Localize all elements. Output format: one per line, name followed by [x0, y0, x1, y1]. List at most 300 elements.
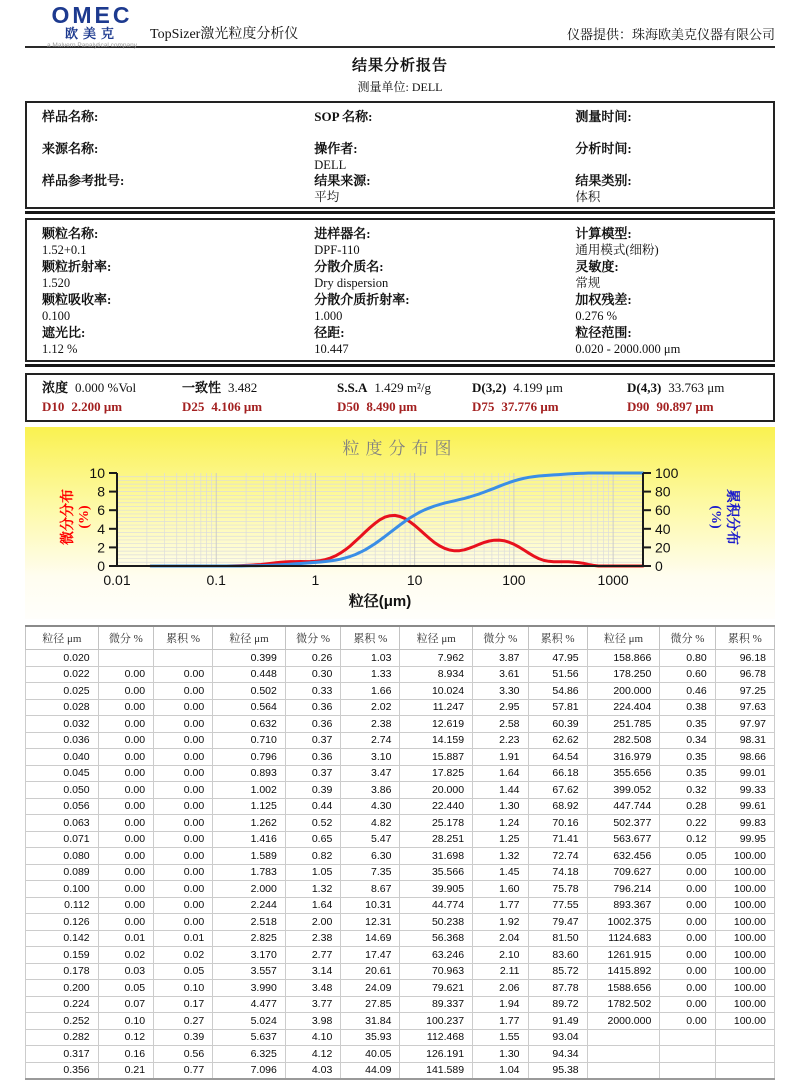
differential-cell: 0.12: [660, 831, 715, 848]
differential-cell: 2.95: [473, 699, 528, 716]
svg-text:100: 100: [655, 465, 679, 481]
instrument-name: TopSizer激光粒度分析仪: [150, 27, 299, 42]
size-cell: 709.627: [587, 864, 660, 881]
cumulative-cell: 99.83: [715, 815, 774, 832]
differential-cell: 0.35: [660, 716, 715, 733]
cumulative-cell: 4.82: [341, 815, 400, 832]
cumulative-cell: 67.62: [528, 782, 587, 799]
brand-tagline: a Malvern Panalytical company: [47, 42, 137, 50]
table-row: [26, 716, 775, 733]
sample-field-1: [299, 108, 560, 140]
size-cell: [587, 1046, 660, 1063]
size-cell: 0.126: [26, 914, 99, 931]
size-cell: 0.100: [26, 881, 99, 898]
differential-cell: 0.22: [660, 815, 715, 832]
sample-field-7: [299, 172, 560, 204]
size-cell: 200.000: [587, 683, 660, 700]
measurement-unit: [25, 78, 775, 95]
differential-cell: 0.34: [660, 732, 715, 749]
field-value: [42, 190, 295, 204]
field-value: 1.000: [314, 309, 343, 323]
size-cell: 0.056: [26, 798, 99, 815]
sample-field-5: [560, 140, 773, 172]
cumulative-cell: 0.10: [154, 980, 213, 997]
cumulative-cell: 1.66: [341, 683, 400, 700]
differential-cell: 0.16: [98, 1046, 153, 1063]
field-label: 遮光比:: [42, 325, 86, 340]
cumulative-cell: 20.61: [341, 963, 400, 980]
cumulative-cell: 0.27: [154, 1013, 213, 1030]
cumulative-cell: 0.00: [154, 765, 213, 782]
size-cell: 0.142: [26, 930, 99, 947]
differential-cell: 3.30: [473, 683, 528, 700]
field-label: 分析时间:: [575, 141, 632, 156]
stat-value: 3.482: [228, 380, 258, 395]
cumulative-cell: 57.81: [528, 699, 587, 716]
svg-text:40: 40: [655, 520, 671, 537]
sample-field-4: [299, 140, 560, 172]
cumulative-cell: 31.84: [341, 1013, 400, 1030]
cumulative-cell: 40.05: [341, 1046, 400, 1063]
cumulative-cell: 0.00: [154, 683, 213, 700]
differential-cell: 0.21: [98, 1062, 153, 1079]
cumulative-cell: 98.66: [715, 749, 774, 766]
stat-label: D90: [627, 399, 650, 414]
size-cell: 8.934: [400, 666, 473, 683]
cumulative-cell: 0.00: [154, 716, 213, 733]
cumulative-cell: 94.34: [528, 1046, 587, 1063]
differential-cell: 3.77: [285, 996, 340, 1013]
cumulative-cell: 77.55: [528, 897, 587, 914]
cumulative-cell: 0.00: [154, 897, 213, 914]
sample-field-8: [560, 172, 773, 204]
stat-value: 90.897 μm: [656, 399, 714, 414]
field-value: [42, 158, 295, 172]
table-row: [26, 683, 775, 700]
cumulative-cell: 54.86: [528, 683, 587, 700]
differential-cell: 2.38: [285, 930, 340, 947]
differential-cell: 0.00: [98, 683, 153, 700]
cumulative-cell: 100.00: [715, 980, 774, 997]
brand-name: OMEC: [51, 2, 133, 28]
size-cell: 1.125: [213, 798, 286, 815]
size-cell: 502.377: [587, 815, 660, 832]
table-row: [26, 963, 775, 980]
size-cell: 79.621: [400, 980, 473, 997]
measurement-field-11: [560, 324, 773, 357]
differential-cell: 2.58: [473, 716, 528, 733]
measurement-field-5: [560, 258, 773, 291]
differential-cell: 0.05: [660, 848, 715, 865]
stat-label: D(3,2): [472, 380, 507, 395]
cumulative-cell: 100.00: [715, 848, 774, 865]
size-cell: 1588.656: [587, 980, 660, 997]
differential-cell: 0.00: [98, 815, 153, 832]
size-cell: 11.247: [400, 699, 473, 716]
size-cell: 5.637: [213, 1029, 286, 1046]
differential-cell: [660, 1029, 715, 1046]
differential-cell: 0.03: [98, 963, 153, 980]
table-row: [26, 699, 775, 716]
differential-cell: 0.39: [285, 782, 340, 799]
cumulative-cell: 0.02: [154, 947, 213, 964]
table-row: [26, 798, 775, 815]
measurement-field-7: [299, 291, 560, 324]
size-cell: 70.963: [400, 963, 473, 980]
differential-cell: 1.24: [473, 815, 528, 832]
cumulative-cell: 1.33: [341, 666, 400, 683]
stat-label: D(4,3): [627, 380, 662, 395]
measurement-field-10: [299, 324, 560, 357]
size-cell: 1124.683: [587, 930, 660, 947]
differential-cell: 0.00: [98, 732, 153, 749]
size-cell: 3.990: [213, 980, 286, 997]
cumulative-cell: [715, 1046, 774, 1063]
cumulative-cell: 100.00: [715, 947, 774, 964]
size-cell: 0.893: [213, 765, 286, 782]
cumulative-cell: 81.50: [528, 930, 587, 947]
size-cell: 1.416: [213, 831, 286, 848]
measurement-field-8: [560, 291, 773, 324]
differential-cell: 2.23: [473, 732, 528, 749]
differential-cell: 0.38: [660, 699, 715, 716]
size-cell: 224.404: [587, 699, 660, 716]
percentile-item-4: [627, 397, 773, 416]
cumulative-cell: 60.39: [528, 716, 587, 733]
size-cell: 89.337: [400, 996, 473, 1013]
differential-cell: 0.07: [98, 996, 153, 1013]
stat-value: 0.000 %Vol: [75, 380, 137, 395]
size-cell: 15.887: [400, 749, 473, 766]
report-header: [25, 0, 775, 48]
right-axis-label: [707, 477, 739, 557]
cumulative-cell: 96.18: [715, 650, 774, 667]
stat-value: 8.490 μm: [366, 399, 418, 414]
table-row: [26, 996, 775, 1013]
differential-cell: 0.00: [660, 864, 715, 881]
cumulative-cell: [715, 1029, 774, 1046]
measurement-field-6: [27, 291, 299, 324]
cumulative-cell: 96.78: [715, 666, 774, 683]
stat-label: D10: [42, 399, 65, 414]
cumulative-cell: 72.74: [528, 848, 587, 865]
measurement-field-2: [560, 225, 773, 258]
cumulative-cell: 89.72: [528, 996, 587, 1013]
cumulative-cell: 14.69: [341, 930, 400, 947]
col-header: 粒径 μm: [26, 626, 99, 650]
differential-cell: 1.77: [473, 1013, 528, 1030]
size-cell: 7.962: [400, 650, 473, 667]
differential-cell: 0.33: [285, 683, 340, 700]
size-cell: 12.619: [400, 716, 473, 733]
differential-cell: 1.60: [473, 881, 528, 898]
differential-cell: 1.77: [473, 897, 528, 914]
cumulative-cell: 0.00: [154, 666, 213, 683]
cumulative-cell: 74.18: [528, 864, 587, 881]
size-cell: 0.356: [26, 1062, 99, 1079]
size-cell: 316.979: [587, 749, 660, 766]
sample-field-6: [27, 172, 299, 204]
cumulative-cell: 0.00: [154, 749, 213, 766]
size-cell: 0.252: [26, 1013, 99, 1030]
supplier-text: 仪器提供：珠海欧美克仪器有限公司: [566, 27, 775, 42]
differential-cell: 3.14: [285, 963, 340, 980]
percentile-item-0: [42, 397, 182, 416]
svg-text:2: 2: [97, 539, 105, 556]
size-cell: 6.325: [213, 1046, 286, 1063]
differential-cell: 0.37: [285, 732, 340, 749]
differential-cell: 2.04: [473, 930, 528, 947]
table-row: [26, 782, 775, 799]
differential-cell: 0.00: [660, 930, 715, 947]
field-value: 1.520: [42, 276, 71, 290]
differential-cell: 2.10: [473, 947, 528, 964]
cumulative-cell: 0.77: [154, 1062, 213, 1079]
differential-cell: 3.87: [473, 650, 528, 667]
field-value: 常规: [575, 276, 601, 290]
size-cell: 100.237: [400, 1013, 473, 1030]
size-cell: 893.367: [587, 897, 660, 914]
omec-logo: [33, 4, 151, 49]
cumulative-cell: 71.41: [528, 831, 587, 848]
size-cell: 0.399: [213, 650, 286, 667]
cumulative-cell: 100.00: [715, 963, 774, 980]
size-cell: 14.159: [400, 732, 473, 749]
cumulative-cell: 51.56: [528, 666, 587, 683]
cumulative-cell: 0.39: [154, 1029, 213, 1046]
field-label: 颗粒吸收率:: [42, 292, 112, 307]
cumulative-cell: 100.00: [715, 996, 774, 1013]
differential-cell: 1.44: [473, 782, 528, 799]
differential-cell: 4.10: [285, 1029, 340, 1046]
col-header: 粒径 μm: [400, 626, 473, 650]
size-cell: 563.677: [587, 831, 660, 848]
size-cell: 0.089: [26, 864, 99, 881]
stat-value: 2.200 μm: [71, 399, 123, 414]
differential-cell: 1.30: [473, 1046, 528, 1063]
differential-cell: 0.00: [98, 897, 153, 914]
size-cell: 2.244: [213, 897, 286, 914]
svg-text:粒径(μm): 粒径(μm): [348, 593, 412, 610]
stat-label: S.S.A: [337, 380, 368, 395]
differential-cell: [98, 650, 153, 667]
cumulative-cell: 3.86: [341, 782, 400, 799]
measurement-unit-label: 测量单位:: [357, 80, 409, 94]
measurement-field-3: [27, 258, 299, 291]
svg-text:8: 8: [97, 483, 105, 500]
differential-cell: 2.06: [473, 980, 528, 997]
differential-cell: 1.05: [285, 864, 340, 881]
differential-cell: 4.03: [285, 1062, 340, 1079]
cumulative-cell: 0.00: [154, 848, 213, 865]
cumulative-cell: 99.33: [715, 782, 774, 799]
stat-label: D25: [182, 399, 205, 414]
size-cell: 10.024: [400, 683, 473, 700]
size-cell: 796.214: [587, 881, 660, 898]
stat-label: D50: [337, 399, 360, 414]
right-axis-label-text: 累积分布: [724, 489, 739, 545]
col-header: 粒径 μm: [587, 626, 660, 650]
size-cell: 50.238: [400, 914, 473, 931]
col-header: 累积 %: [154, 626, 213, 650]
col-header: 微分 %: [473, 626, 528, 650]
size-cell: 1782.502: [587, 996, 660, 1013]
cumulative-cell: 85.72: [528, 963, 587, 980]
cumulative-cell: 98.31: [715, 732, 774, 749]
chart-plot: [25, 427, 775, 619]
size-cell: 399.052: [587, 782, 660, 799]
size-cell: 0.022: [26, 666, 99, 683]
table-row: [26, 650, 775, 667]
table-row: [26, 732, 775, 749]
sample-field-0: [27, 108, 299, 140]
size-cell: 251.785: [587, 716, 660, 733]
cumulative-cell: 2.74: [341, 732, 400, 749]
size-cell: 3.170: [213, 947, 286, 964]
distribution-table: [25, 625, 775, 1080]
size-cell: 0.317: [26, 1046, 99, 1063]
cumulative-cell: 62.62: [528, 732, 587, 749]
svg-text:4: 4: [97, 520, 105, 537]
differential-cell: 0.26: [285, 650, 340, 667]
cumulative-curve: [151, 473, 643, 566]
cumulative-cell: 8.67: [341, 881, 400, 898]
cumulative-cell: 100.00: [715, 897, 774, 914]
differential-cell: 0.60: [660, 666, 715, 683]
differential-cell: 0.00: [660, 947, 715, 964]
cumulative-cell: 0.00: [154, 782, 213, 799]
percentile-item-2: [337, 397, 472, 416]
size-cell: 4.477: [213, 996, 286, 1013]
section-divider: [25, 364, 775, 367]
svg-text:10: 10: [406, 572, 423, 588]
differential-cell: 1.94: [473, 996, 528, 1013]
stat-label: 浓度: [42, 380, 69, 395]
size-cell: 2000.000: [587, 1013, 660, 1030]
svg-text:6: 6: [97, 502, 105, 519]
table-row: [26, 848, 775, 865]
cumulative-cell: 0.00: [154, 914, 213, 931]
size-cell: 1415.892: [587, 963, 660, 980]
cumulative-cell: 87.78: [528, 980, 587, 997]
cumulative-cell: 0.01: [154, 930, 213, 947]
field-label: 操作者:: [314, 141, 358, 156]
cumulative-cell: 100.00: [715, 864, 774, 881]
differential-cell: 0.00: [98, 782, 153, 799]
cumulative-cell: 75.78: [528, 881, 587, 898]
size-cell: 0.159: [26, 947, 99, 964]
table-row: [26, 1029, 775, 1046]
col-header: 累积 %: [528, 626, 587, 650]
svg-text:0: 0: [655, 558, 663, 574]
table-row: [26, 914, 775, 931]
differential-cell: 0.35: [660, 765, 715, 782]
differential-cell: 0.00: [98, 864, 153, 881]
stat-label: D75: [472, 399, 495, 414]
cumulative-cell: 0.05: [154, 963, 213, 980]
size-cell: 31.698: [400, 848, 473, 865]
cumulative-cell: [154, 650, 213, 667]
size-cell: 0.282: [26, 1029, 99, 1046]
stat-value: 33.763 μm: [668, 380, 725, 395]
table-row: [26, 930, 775, 947]
field-value: 1.52+0.1: [42, 243, 87, 257]
cumulative-cell: 4.30: [341, 798, 400, 815]
differential-cell: 0.00: [98, 848, 153, 865]
cumulative-cell: 27.85: [341, 996, 400, 1013]
size-cell: 0.080: [26, 848, 99, 865]
size-cell: 5.024: [213, 1013, 286, 1030]
col-header: 微分 %: [660, 626, 715, 650]
field-label: 样品参考批号:: [42, 173, 125, 188]
field-value: 0.276 %: [575, 309, 618, 323]
differential-cell: 2.77: [285, 947, 340, 964]
size-cell: 1261.915: [587, 947, 660, 964]
cumulative-cell: 70.16: [528, 815, 587, 832]
differential-cell: 0.28: [660, 798, 715, 815]
cumulative-cell: 97.63: [715, 699, 774, 716]
stat-item-0: [42, 378, 182, 397]
size-cell: 0.071: [26, 831, 99, 848]
differential-cell: 0.36: [285, 749, 340, 766]
differential-cell: 0.00: [98, 716, 153, 733]
field-value: [42, 126, 295, 140]
cumulative-cell: 99.95: [715, 831, 774, 848]
measurement-field-4: [299, 258, 560, 291]
measurement-info-box: [25, 218, 775, 362]
size-cell: 39.905: [400, 881, 473, 898]
differential-cell: 0.00: [98, 666, 153, 683]
size-cell: 2.518: [213, 914, 286, 931]
differential-cell: 0.82: [285, 848, 340, 865]
differential-cell: 0.00: [98, 881, 153, 898]
svg-text:1000: 1000: [597, 572, 629, 588]
col-header: 累积 %: [715, 626, 774, 650]
differential-cell: 0.10: [98, 1013, 153, 1030]
field-value: [575, 158, 769, 172]
differential-cell: 1.92: [473, 914, 528, 931]
left-axis-unit: (%): [77, 505, 92, 529]
size-distribution-chart: [25, 427, 775, 619]
size-cell: 0.224: [26, 996, 99, 1013]
cumulative-cell: 97.97: [715, 716, 774, 733]
cumulative-cell: 10.31: [341, 897, 400, 914]
differential-cell: 1.04: [473, 1062, 528, 1079]
field-value: [575, 126, 769, 140]
size-cell: 1.262: [213, 815, 286, 832]
size-cell: 0.796: [213, 749, 286, 766]
page-title: 结果分析报告: [351, 58, 448, 74]
cumulative-cell: 44.09: [341, 1062, 400, 1079]
size-cell: 0.063: [26, 815, 99, 832]
size-cell: 3.557: [213, 963, 286, 980]
size-cell: 0.032: [26, 716, 99, 733]
size-cell: 447.744: [587, 798, 660, 815]
field-value: 体积: [575, 190, 601, 204]
differential-cell: 1.64: [473, 765, 528, 782]
measurement-field-9: [27, 324, 299, 357]
right-axis-unit: (%): [708, 505, 723, 529]
cumulative-cell: 0.00: [154, 864, 213, 881]
differential-cell: 0.00: [98, 831, 153, 848]
cumulative-cell: 0.56: [154, 1046, 213, 1063]
field-label: SOP 名称:: [314, 109, 373, 124]
field-value: 平均: [314, 190, 340, 204]
chart-title: 粒度分布图: [342, 439, 458, 458]
differential-cell: 1.25: [473, 831, 528, 848]
differential-cell: 2.11: [473, 963, 528, 980]
differential-cell: 0.00: [660, 897, 715, 914]
